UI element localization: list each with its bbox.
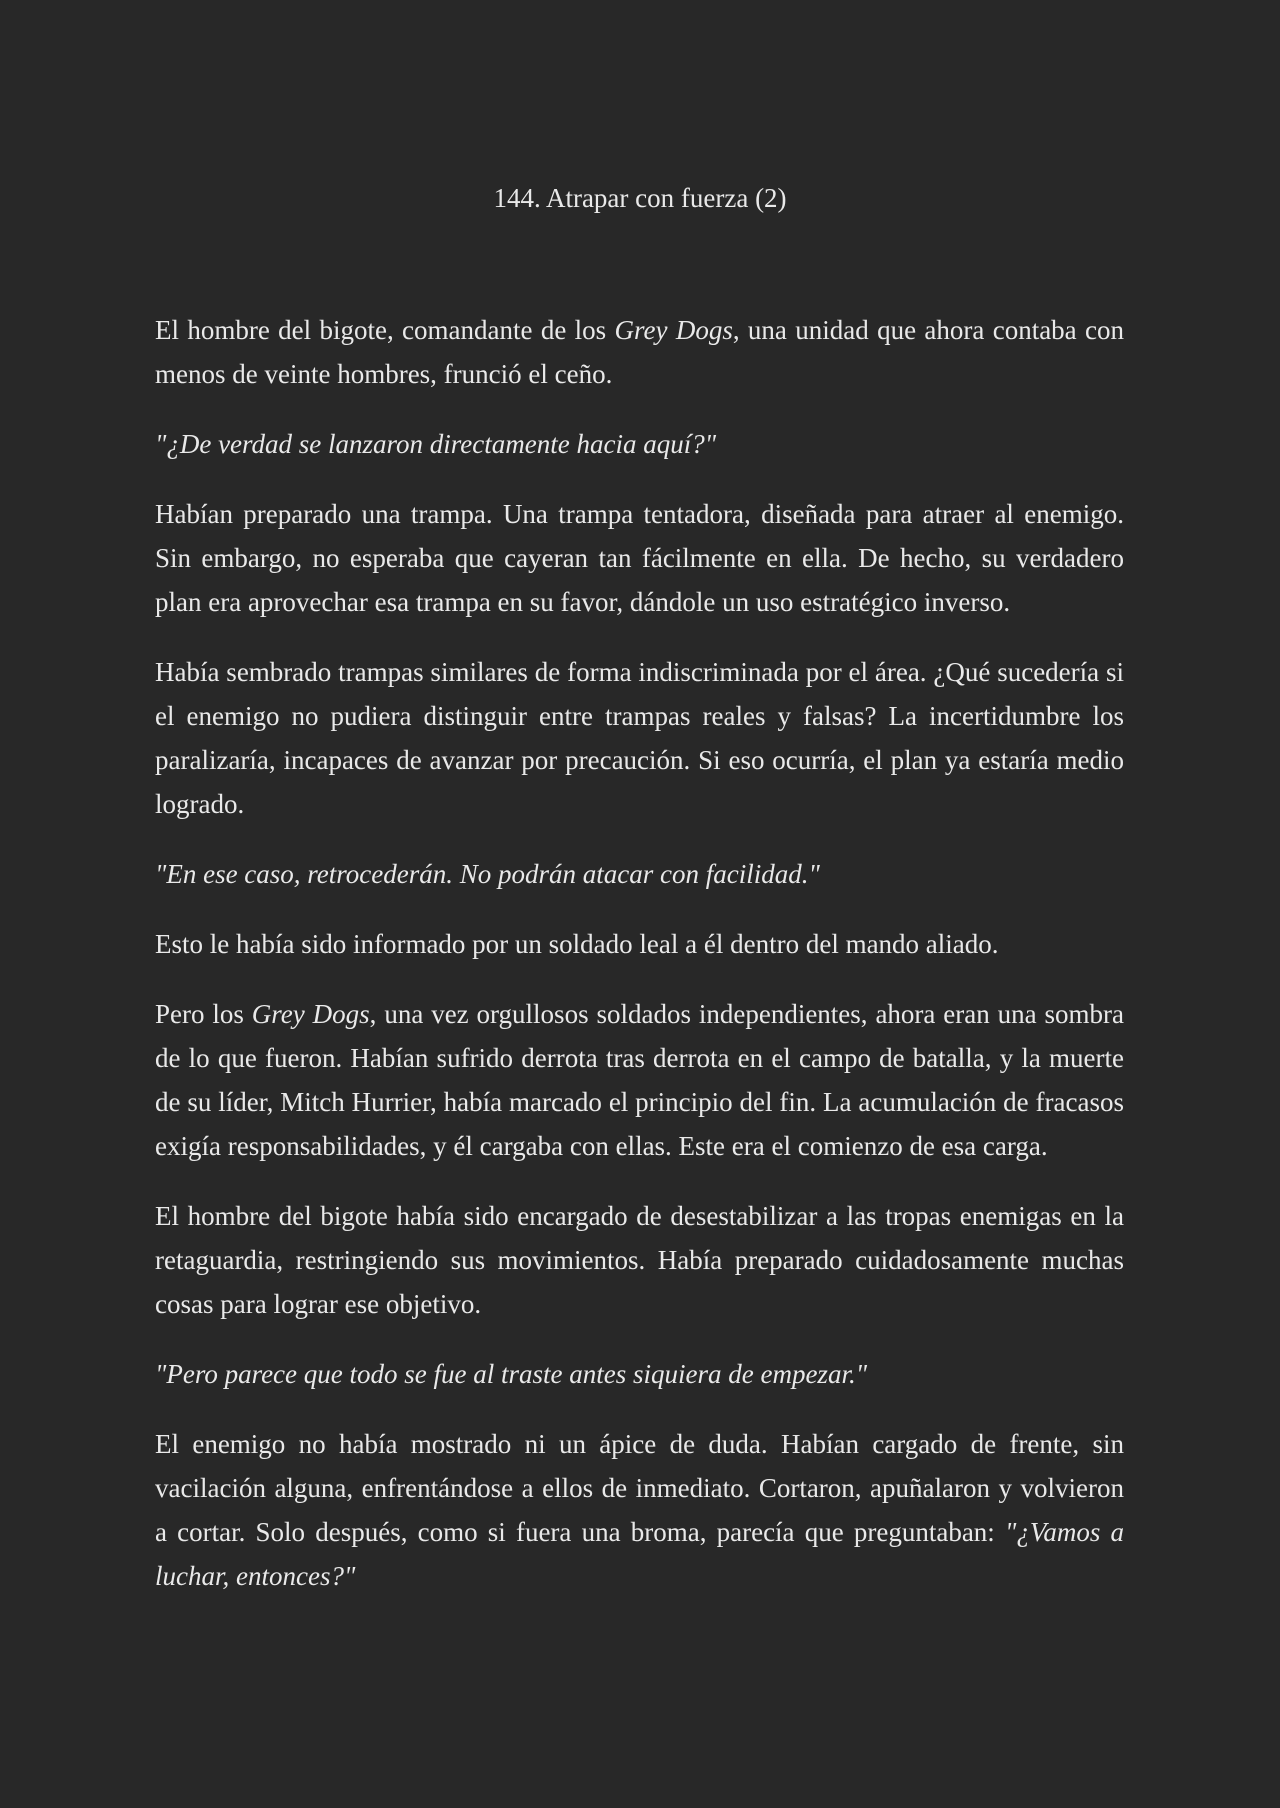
paragraph-10-text: El enemigo no había mostrado ni un ápice de duda. Habían cargado de frente, sin vacilación alguna, enfrentándose a ellos de inmediato. Cortaron, apuñalaron y volvieron a cortar. Solo después, como si fuera una broma, parecía que preguntaban: xyxy=(155,1429,1124,1547)
dialogue-inline: "¿Vamos a luchar, entonces?" xyxy=(155,1517,1124,1591)
dialogue-1: "¿De verdad se lanzaron directamente hacia aquí?" xyxy=(155,429,717,459)
paragraph-1-text-cont: , una unidad que ahora contaba con menos de veinte hombres, frunció el ceño. xyxy=(155,315,1124,389)
paragraph-4: Había sembrado trampas similares de forma indiscriminada por el área. ¿Qué sucedería si el enemigo no pudiera distinguir entre trampas reales y falsas? La incertidumbre los paralizaría, incapaces de avanzar por precaución. Si eso ocurría, el plan ya estaría medio logrado. xyxy=(155,657,1124,819)
unit-name-emphasis: Grey Dogs xyxy=(251,999,370,1029)
paragraph-6: Esto le había sido informado por un soldado leal a él dentro del mando aliado. xyxy=(155,929,999,959)
paragraph-1-text: El hombre del bigote, comandante de los xyxy=(155,315,615,345)
paragraph-10 xyxy=(155,1422,1124,1598)
paragraph-8: El hombre del bigote había sido encargado de desestabilizar a las tropas enemigas en la retaguardia, restringiendo sus movimientos. Había preparado cuidadosamente muchas cosas para lograr ese objetivo. xyxy=(155,1201,1124,1319)
paragraph-1 xyxy=(155,308,1124,396)
paragraph-3: Habían preparado una trampa. Una trampa tentadora, diseñada para atraer al enemigo. Sin embargo, no esperaba que cayeran tan fácilmente en ella. De hecho, su verdadero plan era aprovechar esa trampa en su favor, dándole un uso estratégico inverso. xyxy=(155,499,1124,617)
dialogue-3: "Pero parece que todo se fue al traste antes siquiera de empezar." xyxy=(155,1359,868,1389)
unit-name-emphasis: Grey Dogs xyxy=(614,315,733,345)
paragraph-7-text: Pero los xyxy=(155,999,252,1029)
chapter-body xyxy=(155,308,1124,1624)
chapter-title: 144. Atrapar con fuerza (2) xyxy=(493,183,787,213)
paragraph-7-text-cont: , una vez orgullosos soldados independientes, ahora eran una sombra de lo que fueron. Habían sufrido derrota tras derrota en el campo de batalla, y la muerte de su líder, Mitch Hurrier, había marcado el principio del fin. La acumulación de fracasos exigía responsabilidades, y él cargaba con ellas. Este era el comienzo de esa carga. xyxy=(155,999,1125,1161)
paragraph-7 xyxy=(155,992,1124,1168)
dialogue-2: "En ese caso, retrocederán. No podrán atacar con facilidad." xyxy=(155,859,820,889)
